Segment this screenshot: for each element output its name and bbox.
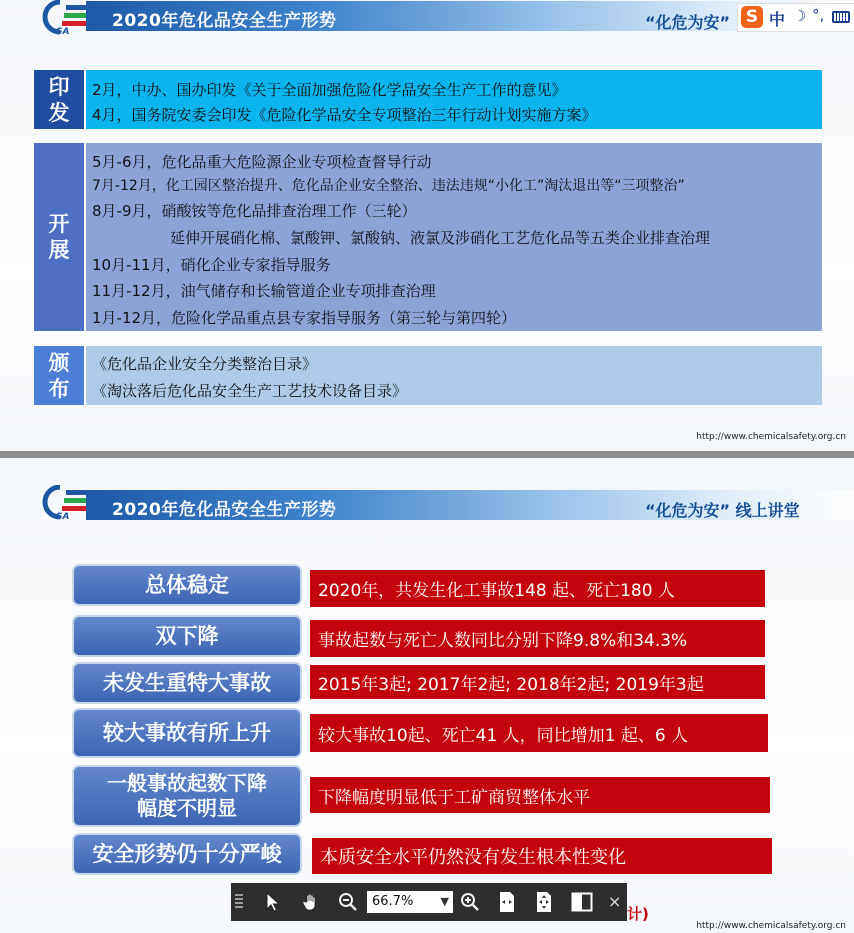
summary-value: 下降幅度明显低于工矿商贸整体水平 — [310, 777, 770, 813]
summary-value: 本质安全水平仍然没有发生根本性变化 — [312, 838, 772, 874]
category-text: 印发 — [48, 74, 70, 125]
svg-text:SA: SA — [56, 27, 70, 36]
category-label-kaizhan — [34, 143, 84, 331]
summary-label: 双下降 — [72, 615, 302, 657]
fit-page-icon[interactable] — [530, 888, 558, 916]
category-text: 颁布 — [48, 350, 70, 401]
section-line: 2月，中办、国办印发《关于全面加强危险化学品安全生产工作的意见》 — [92, 81, 567, 99]
summary-label-line: 一般事故起数下降 — [107, 771, 267, 795]
partially-hidden-text: 计) — [627, 905, 649, 923]
slogan: “化危为安” 线上讲堂 — [645, 501, 800, 520]
summary-label: 未发生重特大事故 — [72, 662, 302, 704]
website-url: http://www.chemicalsafety.org.cn — [696, 921, 846, 931]
zoom-select[interactable] — [367, 891, 453, 913]
close-icon[interactable]: × — [608, 892, 622, 911]
svg-text:SA: SA — [56, 512, 70, 521]
category-label-yinfa — [34, 70, 84, 129]
section-line: 《危化品企业安全分类整治目录》 — [92, 355, 318, 373]
summary-label: 总体稳定 — [72, 564, 302, 606]
drag-handle[interactable] — [235, 894, 243, 908]
chevron-down-icon[interactable]: ▼ — [440, 895, 449, 908]
section-line: 8月-9月，硝酸铵等危化品排查治理工作（三轮） — [92, 202, 417, 220]
hand-pan-icon[interactable] — [297, 888, 325, 916]
summary-label — [72, 765, 302, 827]
zoom-value: 66.7% — [372, 894, 414, 909]
category-label-banbu — [34, 346, 84, 405]
punctuation-icon[interactable]: °, — [812, 6, 825, 24]
slide-2 — [0, 458, 854, 933]
ime-mode-toggle[interactable]: 中 — [769, 10, 786, 29]
summary-value: 2015年3起; 2017年2起; 2018年2起; 2019年3起 — [310, 665, 765, 699]
summary-value: 2020年，共发生化工事故148 起、死亡180 人 — [310, 570, 765, 607]
select-arrow-icon[interactable] — [259, 888, 287, 916]
section-box-yinfa — [86, 70, 822, 129]
summary-label: 较大事故有所上升 — [72, 708, 302, 758]
slide-title: 2020年危化品安全生产形势 — [112, 500, 337, 520]
section-line: 1月-12月，危险化学品重点县专家指导服务（第三轮与第四轮） — [92, 309, 517, 327]
section-line: 延伸开展硝化棉、氯酸钾、氯酸钠、液氯及涉硝化工艺危化品等五类企业排查治理 — [170, 229, 711, 247]
keyboard-icon[interactable] — [832, 11, 850, 23]
sidebar-toggle-icon[interactable] — [568, 888, 596, 916]
fit-width-icon[interactable] — [493, 888, 521, 916]
section-line: 《淘汰落后危化品安全生产工艺技术设备目录》 — [92, 382, 408, 400]
sogou-logo-icon[interactable]: S — [741, 6, 763, 28]
section-line: 10月-11月，硝化企业专家指导服务 — [92, 256, 331, 274]
section-line: 4月，国务院安委会印发《危险化学品安全专项整治三年行动计划实施方案》 — [92, 106, 597, 124]
section-box-banbu — [86, 346, 822, 405]
slide-title: 2020年危化品安全生产形势 — [112, 11, 337, 31]
slogan: “化危为安” — [645, 13, 731, 32]
summary-label-line: 幅度不明显 — [137, 796, 237, 820]
moon-icon[interactable]: ☽ — [793, 7, 807, 25]
summary-value: 事故起数与死亡人数同比分别下降9.8%和34.3% — [310, 620, 765, 657]
section-box-kaizhan — [86, 143, 822, 331]
csa-logo — [34, 0, 94, 36]
csa-logo — [34, 485, 94, 521]
section-line: 5月-6月，危化品重大危险源企业专项检查督导行动 — [92, 153, 432, 171]
section-line: 7月-12月，化工园区整治提升、危化品企业安全整治、违法违规“小化工”淘汰退出等“三项整治” — [92, 178, 685, 194]
category-text: 开展 — [48, 212, 70, 262]
ime-toolbar[interactable] — [737, 3, 854, 32]
section-line: 11月-12月，油气储存和长输管道企业专项排查治理 — [92, 282, 436, 300]
summary-label: 安全形势仍十分严峻 — [72, 833, 302, 875]
zoom-in-icon[interactable] — [456, 888, 484, 916]
zoom-out-icon[interactable] — [334, 888, 362, 916]
summary-value: 较大事故10起、死亡41 人，同比增加1 起、6 人 — [310, 714, 768, 752]
slide-1 — [0, 0, 854, 451]
floating-viewer-toolbar — [231, 883, 627, 921]
website-url: http://www.chemicalsafety.org.cn — [696, 432, 846, 442]
